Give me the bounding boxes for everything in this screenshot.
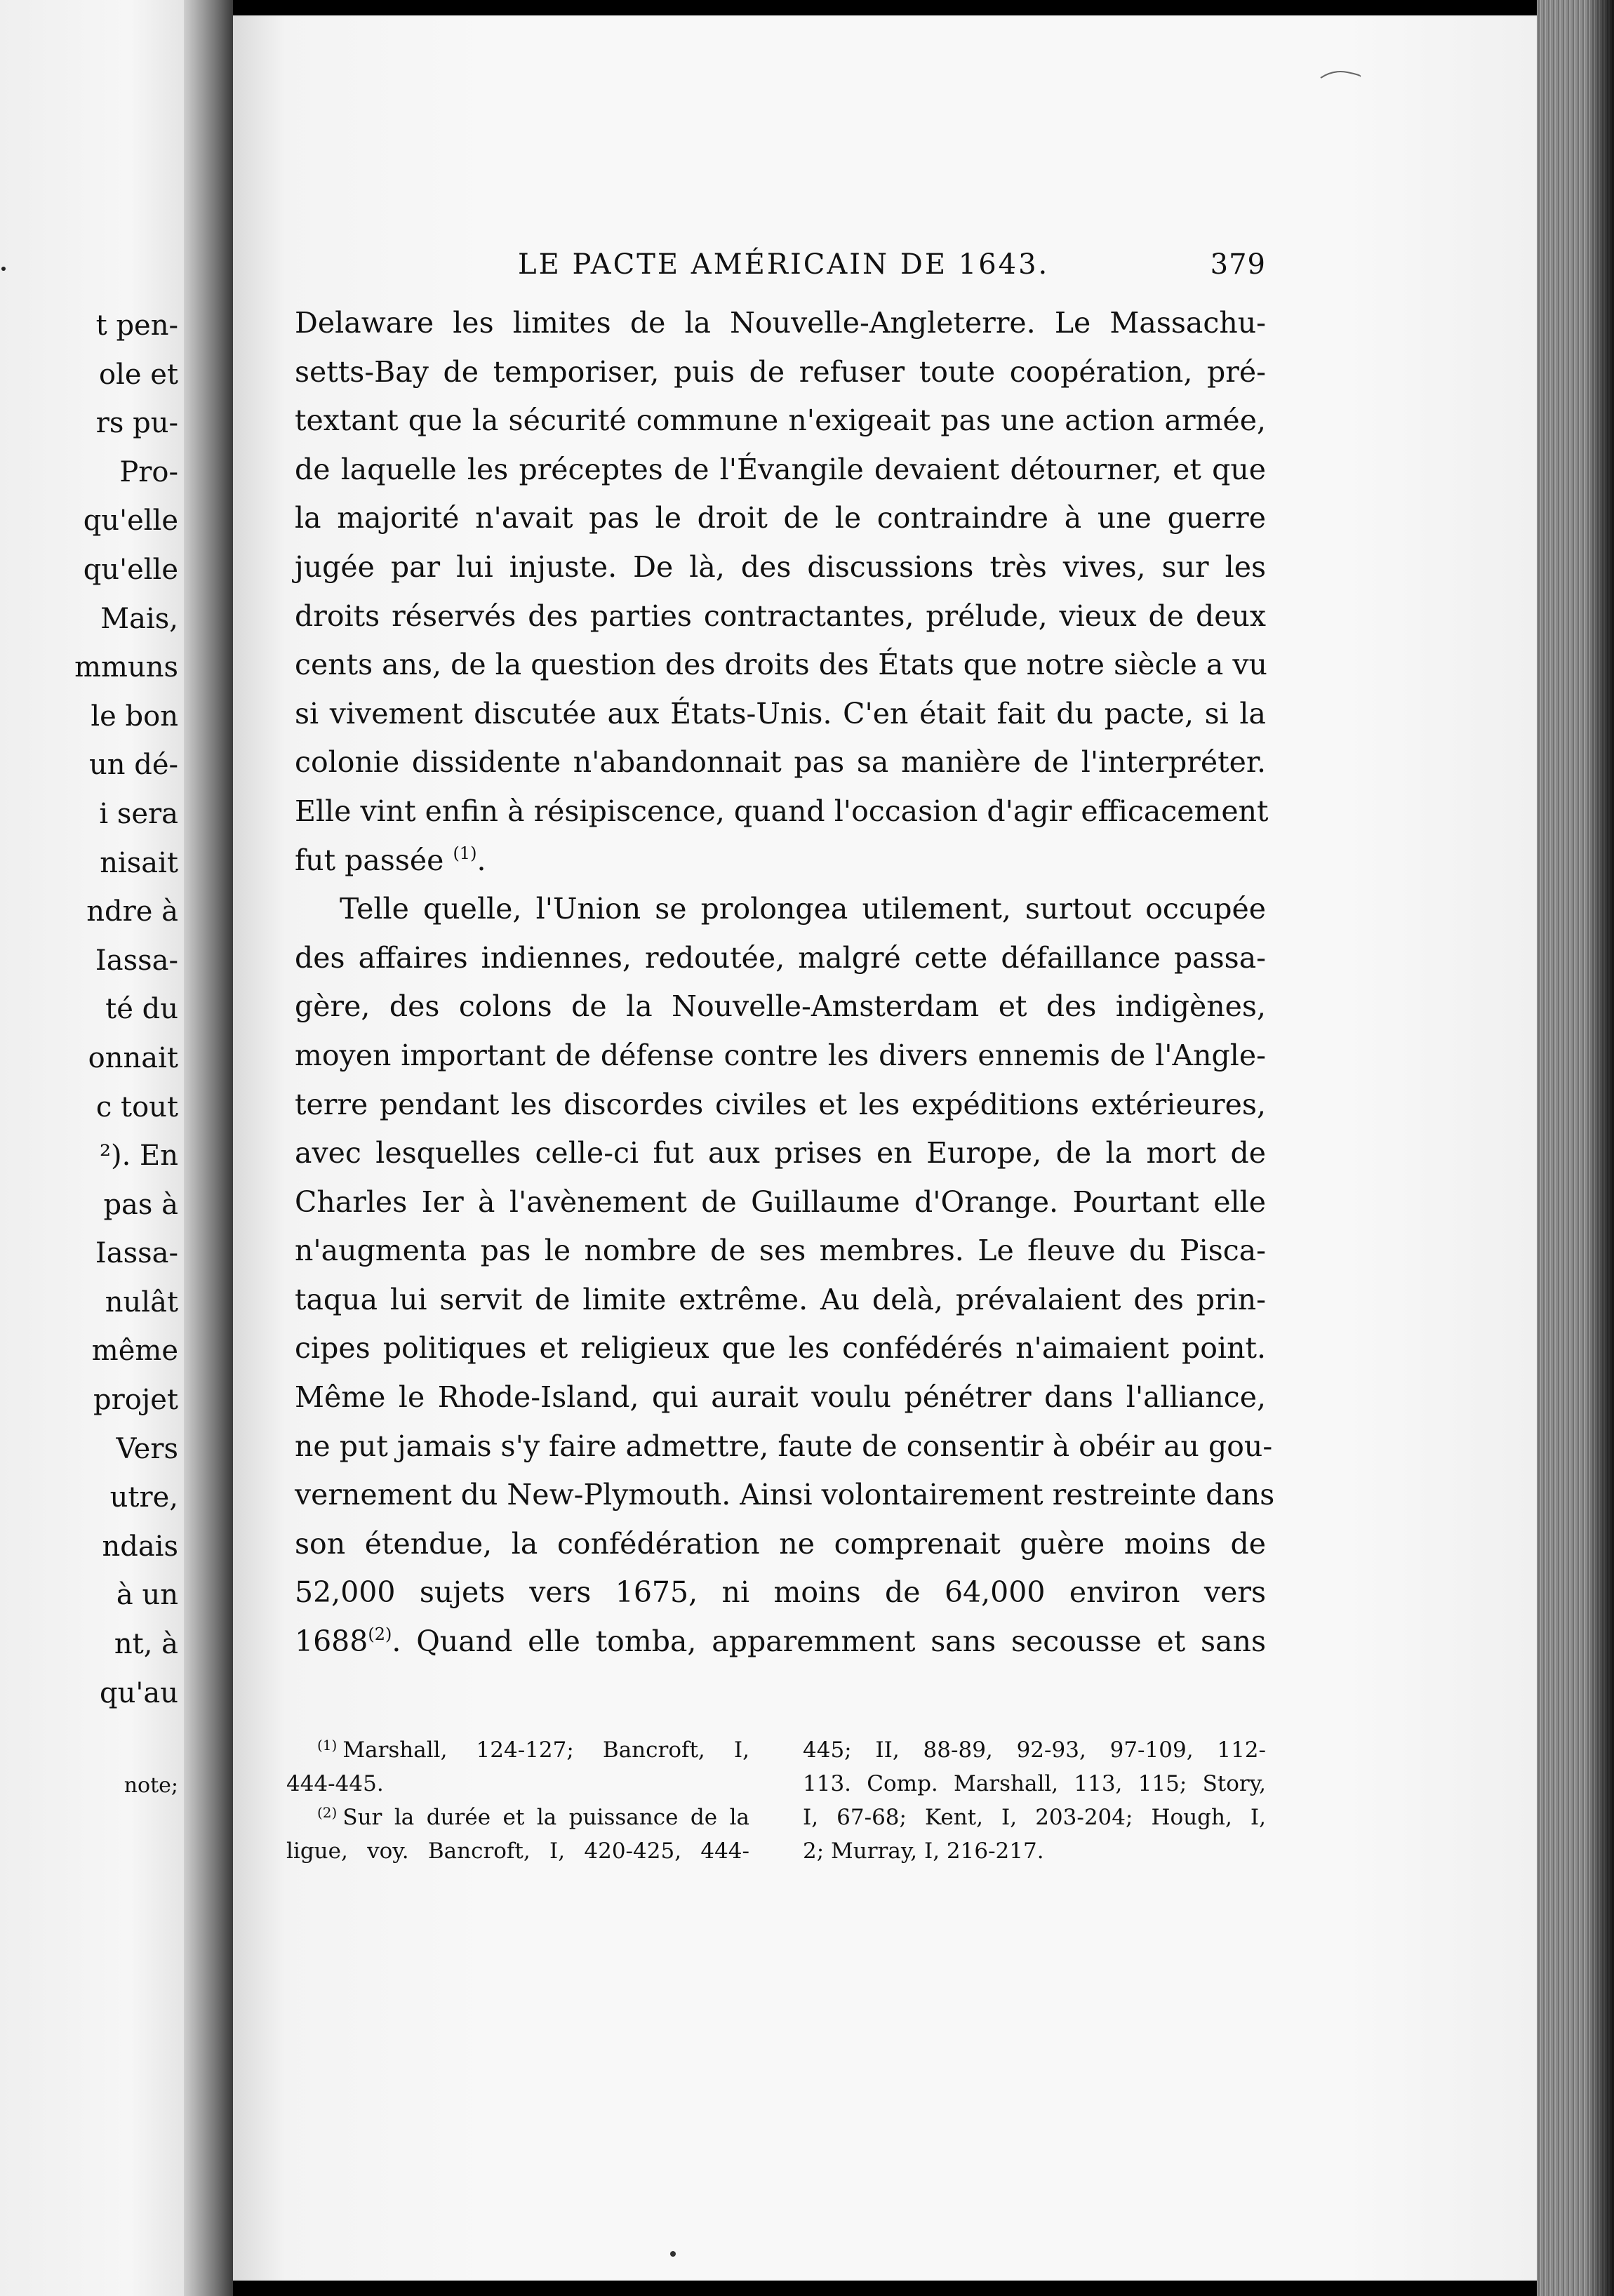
- text-line: vernement du New-Plymouth. Ainsi volontairement restreinte dans: [295, 1478, 1275, 1512]
- text-line: textant que la sécurité commune n'exigeait pas une action armée,: [295, 403, 1266, 438]
- left-page-mark: [1, 267, 6, 271]
- left-page-text: [0, 302, 182, 1718]
- left-line: à un: [116, 1579, 178, 1612]
- running-head: [279, 248, 1266, 291]
- left-line: ole et: [98, 358, 178, 391]
- text-line: Delaware les limites de la Nouvelle-Angleterre. Le Massachu-: [295, 306, 1266, 340]
- footnote-line: [286, 1801, 749, 1834]
- text-fragment: .: [476, 843, 486, 877]
- footnote-line: [286, 1733, 749, 1767]
- text-fragment: fut passée: [295, 843, 444, 877]
- footnote-reference-1: (1): [453, 843, 477, 863]
- text-line: si vivement discutée aux États-Unis. C'en était fait du pacte, si la: [295, 696, 1266, 730]
- footnote-line: I, 67-68; Kent, I, 203-204; Hough, I,: [803, 1805, 1266, 1830]
- left-line: Iassa-: [95, 1237, 178, 1270]
- left-line: Vers: [116, 1432, 178, 1465]
- text-line: de laquelle les préceptes de l'Évangile devaient détourner, et que: [295, 452, 1266, 486]
- footnotes-right-column: [803, 1733, 1266, 1868]
- left-line: qu'elle: [83, 505, 178, 538]
- pencil-mark: [1319, 67, 1361, 81]
- left-line: ndre à: [86, 895, 178, 928]
- left-line: ²). En: [99, 1140, 178, 1173]
- text-line: Même le Rhode-Island, qui aurait voulu pénétrer dans l'alliance,: [295, 1380, 1266, 1415]
- text-line: n'augmenta pas le nombre de ses membres. Le fleuve du Pisca-: [295, 1234, 1266, 1268]
- footnote-line: 444-445.: [286, 1771, 384, 1796]
- left-line: ndais: [102, 1530, 178, 1563]
- left-line: onnait: [88, 1041, 178, 1074]
- left-line: c tout: [95, 1090, 178, 1123]
- text-line: 52,000 sujets vers 1675, ni moins de 64,000 environ vers: [295, 1575, 1266, 1610]
- book-gutter-shadow: [184, 0, 233, 2296]
- left-line: qu'elle: [83, 553, 178, 586]
- left-line: le bon: [91, 700, 178, 733]
- left-line: pas à: [103, 1188, 178, 1221]
- text-line: avec lesquelles celle-ci fut aux prises en Europe, de la mort de: [295, 1136, 1266, 1170]
- left-line: nulât: [105, 1286, 178, 1319]
- left-line: Iassa-: [95, 944, 178, 977]
- text-line: droits réservés des parties contractantes, prélude, vieux de deux: [295, 599, 1266, 633]
- text-line: [295, 1617, 1266, 1667]
- text-line: Charles Ier à l'avènement de Guillaume d'Orange. Pourtant elle: [295, 1184, 1266, 1219]
- text-line: ne put jamais s'y faire admettre, faute de consentir à obéir au gou-: [295, 1429, 1273, 1463]
- left-line: utre,: [109, 1481, 178, 1514]
- text-line: setts-Bay de temporiser, puis de refuser toute coopération, pré-: [295, 354, 1266, 389]
- footnote-line: 113. Comp. Marshall, 113, 115; Story,: [803, 1771, 1266, 1796]
- left-line: nt, à: [114, 1628, 178, 1661]
- text-line: moyen important de défense contre les divers ennemis de l'Angle-: [295, 1038, 1266, 1072]
- text-line: colonie dissidente n'abandonnait pas sa manière de l'interpréter.: [295, 745, 1266, 780]
- text-line: son étendue, la confédération ne comprenait guère moins de: [295, 1526, 1266, 1561]
- left-line: Pro-: [119, 455, 178, 488]
- left-line: té du: [105, 993, 178, 1026]
- body-text: [295, 299, 1275, 1667]
- footnote-line: ligue, voy. Bancroft, I, 420-425, 444-: [286, 1838, 749, 1864]
- text-line: gère, des colons de la Nouvelle-Amsterdam et des indigènes,: [295, 989, 1266, 1024]
- footnote-text: Marshall, 124-127; Bancroft, I,: [342, 1737, 749, 1763]
- page-number: 379: [1210, 248, 1266, 281]
- text-line: Telle quelle, l'Union se prolongea utilement, surtout occupée: [340, 892, 1266, 926]
- footnote-reference-2: (2): [368, 1624, 392, 1645]
- left-line: i sera: [99, 797, 178, 830]
- left-line: même: [91, 1335, 178, 1368]
- left-line: t pen-: [95, 309, 178, 342]
- page-edges: [1537, 0, 1614, 2296]
- scan-speck: [670, 2251, 676, 2257]
- footnote-mark-1: (1): [317, 1737, 338, 1754]
- text-line: cipes politiques et religieux que les confédérés n'aimaient point.: [295, 1331, 1266, 1366]
- footnotes-left-column: [286, 1733, 749, 1868]
- text-line: taqua lui servit de limite extrême. Au delà, prévalaient des prin-: [295, 1282, 1266, 1316]
- left-line: projet: [93, 1384, 178, 1417]
- footnote-text: Sur la durée et la puissance de la: [342, 1805, 749, 1830]
- left-page-footnote: note;: [124, 1773, 178, 1798]
- text-line: jugée par lui injuste. De là, des discussions très vives, sur les: [295, 549, 1266, 584]
- text-line: terre pendant les discordes civiles et les expéditions extérieures,: [295, 1087, 1266, 1121]
- left-line: nisait: [100, 846, 178, 879]
- left-line: mmuns: [74, 651, 178, 684]
- footnote-line: 445; II, 88-89, 92-93, 97-109, 112-: [803, 1737, 1266, 1763]
- text-line: Elle vint enfin à résipiscence, quand l'occasion d'agir efficacement: [295, 794, 1269, 828]
- running-head-title: LE PACTE AMÉRICAIN DE 1643.: [518, 248, 1050, 281]
- left-line: qu'au: [100, 1676, 178, 1709]
- left-line: rs pu-: [95, 407, 178, 440]
- text-line: [295, 836, 1266, 886]
- left-line: Mais,: [100, 602, 178, 635]
- text-line: la majorité n'avait pas le droit de le contraindre à une guerre: [295, 501, 1266, 535]
- left-line: un dé-: [88, 749, 178, 782]
- footnote-line: 2; Murray, I, 216-217.: [803, 1838, 1044, 1864]
- text-line: cents ans, de la question des droits des États que notre siècle a vu: [295, 648, 1267, 682]
- text-fragment: 1688: [295, 1624, 368, 1659]
- left-facing-page: [0, 0, 186, 2296]
- text-line: des affaires indiennes, redoutée, malgré cette défaillance passa-: [295, 940, 1266, 975]
- text-fragment: . Quand elle tomba, apparemment sans secousse et sans: [392, 1624, 1266, 1659]
- footnote-mark-2: (2): [317, 1804, 338, 1821]
